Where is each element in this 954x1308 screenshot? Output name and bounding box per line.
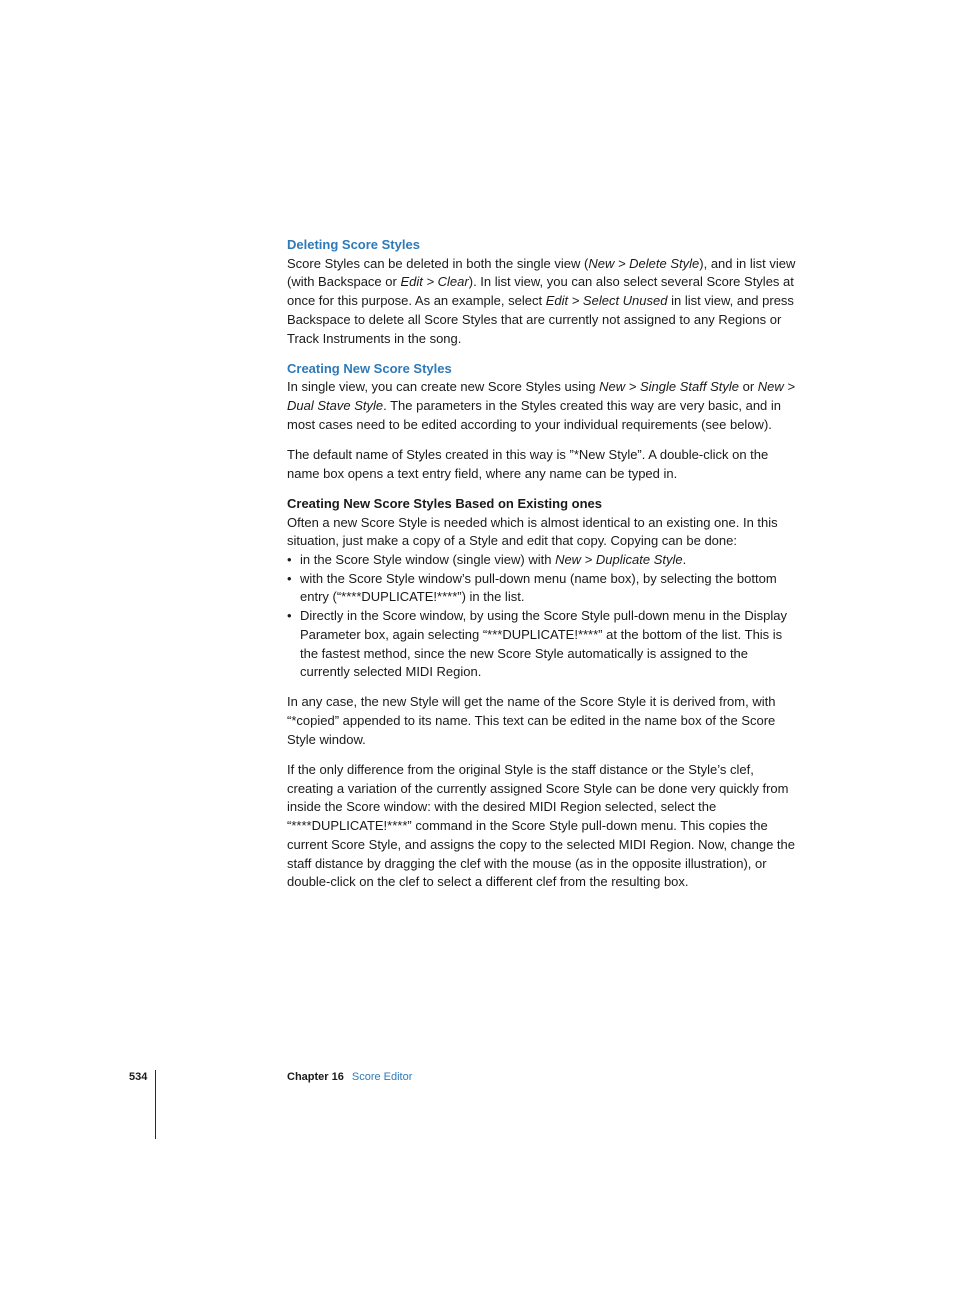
menu-path-edit-clear: Edit > Clear: [400, 274, 469, 290]
list-item: [287, 551, 797, 570]
bullet-glyph: •: [287, 608, 292, 624]
section-heading-creating-new-score-styles: Creating New Score Styles: [287, 360, 452, 376]
paragraph-creating-new-score-styles: [287, 378, 797, 434]
text-run: in list view, and press Backspace to delete all Score Styles that are currently not assigned to any Regions or Track Instruments in the song.: [287, 293, 794, 346]
text-run: or: [739, 379, 758, 395]
copy-methods-list: [287, 551, 797, 682]
menu-path-select-unused: Edit > Select Unused: [545, 293, 668, 309]
text-run: Directly in the Score window, by using the Score Style pull-down menu in the Display Parameter box, again selecting “***DUPLICATE!****” at the bottom of the list. This is the fastest method, since the new Score Style automatically is assigned to the currently selected MIDI Region.: [300, 608, 788, 680]
text-run: in the Score Style window (single view) with: [300, 552, 556, 568]
page-number: 534: [129, 1071, 148, 1083]
menu-path-delete-style: New > Delete Style: [588, 255, 700, 271]
paragraph-copied-name: In any case, the new Style will get the name of the Score Style it is derived from, with “*copied” appended to its name. This text can be edited in the name box of the Score Style window.: [287, 694, 776, 747]
paragraph-deleting-score-styles: [287, 255, 797, 349]
menu-path-duplicate-style: New > Duplicate Style: [555, 552, 683, 568]
section-heading-deleting-score-styles: Deleting Score Styles: [287, 237, 420, 252]
list-item: [287, 607, 797, 682]
text-run: ). In list view, you can also select several Score Styles at once for this purpose. As an example, select: [287, 274, 794, 309]
paragraph-staff-distance: If the only difference from the original Style is the staff distance or the Style’s clef, creating a variation of the currently assigned Score Style can be done very quickly from inside the Score window: with the desired MIDI Region selected, select the “****DUPLICATE!****” command in the Score Style pull-down menu. This copies the current Score Style, and assigns the copy to the selected MIDI Region. Now, change the staff distance by dragging the clef with the mouse (as in the opposite illustration), or double-click on the clef to select a different clef from the resulting box.: [287, 762, 796, 890]
subsection-heading-based-on-existing: Creating New Score Styles Based on Existing ones: [287, 495, 602, 511]
bullet-glyph: •: [287, 552, 292, 568]
paragraph-copy-intro: Often a new Score Style is needed which is almost identical to an existing one. In this situation, just make a copy of a Style and edit that copy. Copying can be done:: [287, 514, 778, 549]
page-content: [287, 236, 797, 892]
text-run: .: [682, 552, 687, 568]
menu-path-dual-stave-style: New > Dual Stave Style: [287, 379, 796, 414]
text-run: ), and in list view (with Backspace or: [287, 255, 796, 290]
bullet-glyph: •: [287, 570, 292, 586]
chapter-footer: [287, 1070, 412, 1085]
chapter-title: Score Editor: [351, 1071, 413, 1083]
chapter-label: Chapter 16: [287, 1071, 344, 1083]
text-run: with the Score Style window’s pull-down menu (name box), by selecting the bottom entry (“****DUPLICATE!****”) in the list.: [300, 570, 777, 605]
text-run: In single view, you can create new Score Styles using: [287, 379, 600, 395]
menu-path-single-staff-style: New > Single Staff Style: [599, 379, 739, 395]
list-item: [287, 570, 797, 607]
text-run: Score Styles can be deleted in both the single view (: [287, 255, 589, 271]
text-run: . The parameters in the Styles created this way are very basic, and in most cases need to be edited according to your individual requirements (see below).: [287, 398, 782, 432]
footer-divider: [155, 1070, 156, 1139]
paragraph-default-name: The default name of Styles created in this way is ”*New Style”. A double-click on the name box opens a text entry field, where any name can be typed in.: [287, 447, 769, 481]
